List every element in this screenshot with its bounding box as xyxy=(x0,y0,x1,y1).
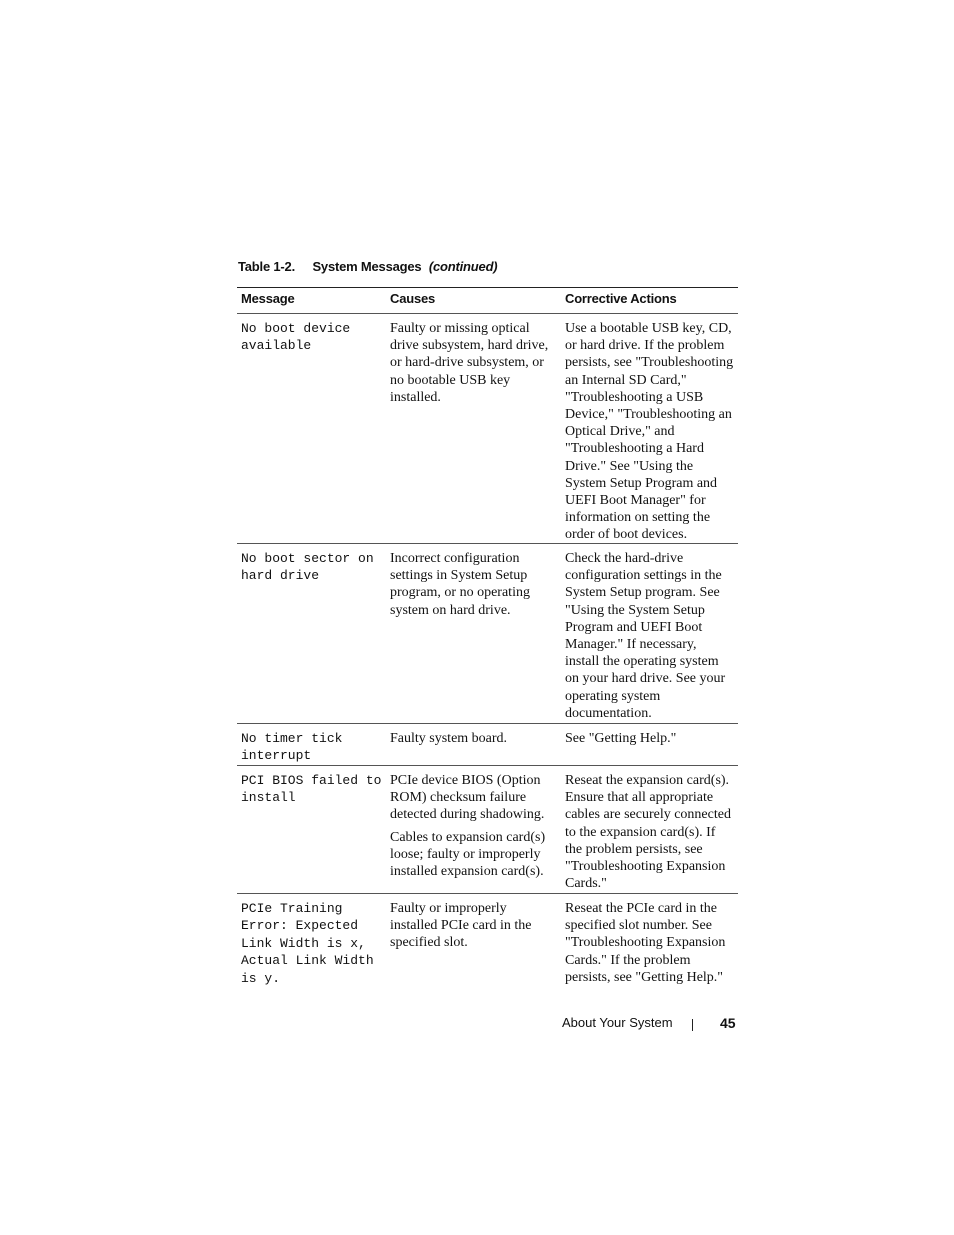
cause-text: PCIe device BIOS (Option ROM) checksum failure detected during shadowing. xyxy=(390,773,545,823)
message-cell: No timer tick interrupt xyxy=(241,731,351,764)
cause-text: Incorrect configuration settings in System Setup program, or no operating system on hard drive. xyxy=(390,551,530,618)
causes-cell xyxy=(386,544,561,723)
action-text: See "Getting Help." xyxy=(565,731,677,746)
table-number: Table 1-2. xyxy=(238,259,296,274)
header-message: Message xyxy=(241,291,295,306)
table-row xyxy=(237,544,738,724)
message-cell: No boot sector on hard drive xyxy=(241,551,382,584)
causes-cell xyxy=(386,314,561,543)
cause-text: Faulty system board. xyxy=(390,731,508,746)
causes-cell xyxy=(386,894,561,989)
cause-text: Faulty or missing optical drive subsystem, hard drive, or hard-drive subsystem, or no bootable USB key installed. xyxy=(390,321,549,405)
causes-cell xyxy=(386,724,561,765)
system-messages-table xyxy=(237,287,738,989)
table-continued: (continued) xyxy=(428,259,498,274)
footer-separator xyxy=(692,1019,693,1031)
action-text: Reseat the expansion card(s). Ensure that all appropriate cables are securely connected to the expansion card(s). If the problem persists, see "Troubleshooting Expansion Cards." xyxy=(565,773,731,892)
message-cell: PCIe Training Error: Expected Link Width is x, Actual Link Width is y. xyxy=(241,901,382,986)
actions-cell xyxy=(561,724,738,765)
table-row xyxy=(237,314,738,544)
actions-cell xyxy=(561,766,738,893)
actions-cell xyxy=(561,544,738,723)
header-corrective-actions: Corrective Actions xyxy=(565,291,677,306)
header-causes: Causes xyxy=(390,291,436,306)
actions-cell xyxy=(561,314,738,543)
causes-cell xyxy=(386,766,561,893)
table-row xyxy=(237,724,738,766)
table-header-row xyxy=(237,288,738,314)
action-text: Reseat the PCIe card in the specified slot number. See "Troubleshooting Expansion Cards." If the problem persists, see "Getting Help." xyxy=(565,901,726,985)
table-caption xyxy=(238,259,497,274)
table-row xyxy=(237,894,738,989)
cause-text: Cables to expansion card(s) loose; faulty or improperly installed expansion card(s). xyxy=(390,829,546,880)
table-title: System Messages xyxy=(312,259,422,274)
actions-cell xyxy=(561,894,738,989)
footer-section-title: About Your System xyxy=(562,1015,673,1030)
cause-text: Faulty or improperly installed PCIe card in the specified slot. xyxy=(390,901,532,951)
message-cell: No boot device available xyxy=(241,321,359,354)
message-cell: PCI BIOS failed to install xyxy=(241,773,390,806)
action-text: Use a bootable USB key, CD, or hard drive. If the problem persists, see "Troubleshooting an Internal SD Card," "Troubleshooting a USB Device," "Troubleshooting an Optical Drive," and "Troubleshooting a Hard Drive." See "Using the System Setup Program and UEFI Boot Manager" for information on setting the order of boot devices. xyxy=(565,321,734,543)
table-row xyxy=(237,766,738,894)
action-text: Check the hard-drive configuration settings in the System Setup program. See "Using the System Setup Program and UEFI Boot Manager." If necessary, install the operating system on your hard drive. See your operating system documentation. xyxy=(565,551,726,721)
page-number: 45 xyxy=(720,1015,736,1031)
